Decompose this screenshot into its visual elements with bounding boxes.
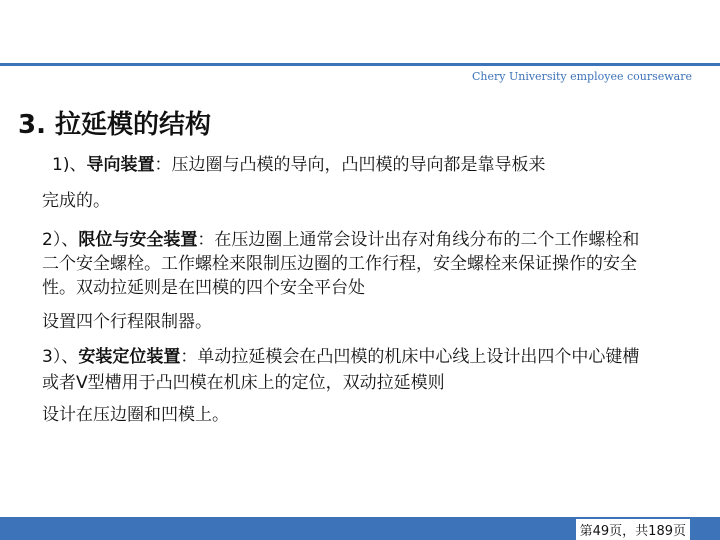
item-prefix: 1)、: [52, 155, 87, 175]
item-text: ：单动拉延模会在凸凹模的机床中心线上设计出四个中心键槽或者V型槽用于凸凹模在机床上的定位，双动拉延模则: [42, 347, 640, 393]
item-mount-locate-continuation: 设计在压边圈和凹模上。: [42, 405, 229, 425]
item-heading: 安装定位装置: [78, 347, 181, 367]
item-limit-safety: [42, 228, 652, 300]
item-text: ：在压边圈上通常会设计出存对角线分布的二个工作螺栓和二个安全螺栓。工作螺栓来限制压边圈的工作行程，安全螺栓来保证操作的安全性。双动拉延则是在凹模的四个安全平台处: [42, 230, 640, 298]
header-divider: [0, 63, 720, 66]
slide-title: 3. 拉延模的结构: [18, 110, 212, 140]
item-prefix: 2）、: [42, 230, 79, 250]
item-heading: 限位与安全装置: [78, 230, 198, 250]
item-guide: [42, 150, 652, 180]
item-guide-continuation: 完成的。: [42, 191, 110, 211]
page-counter: 第49页，共189页: [576, 519, 690, 540]
item-limit-safety-continuation: 设置四个行程限制器。: [42, 312, 212, 332]
item-heading: 导向装置: [86, 155, 155, 175]
item-prefix: 3）、: [42, 347, 79, 367]
courseware-caption: Chery University employee courseware: [471, 70, 692, 83]
item-mount-locate: [42, 344, 652, 396]
item-text: ：压边圈与凸模的导向，凸凹模的导向都是靠导板来: [154, 155, 546, 175]
slide-body: [42, 150, 652, 428]
